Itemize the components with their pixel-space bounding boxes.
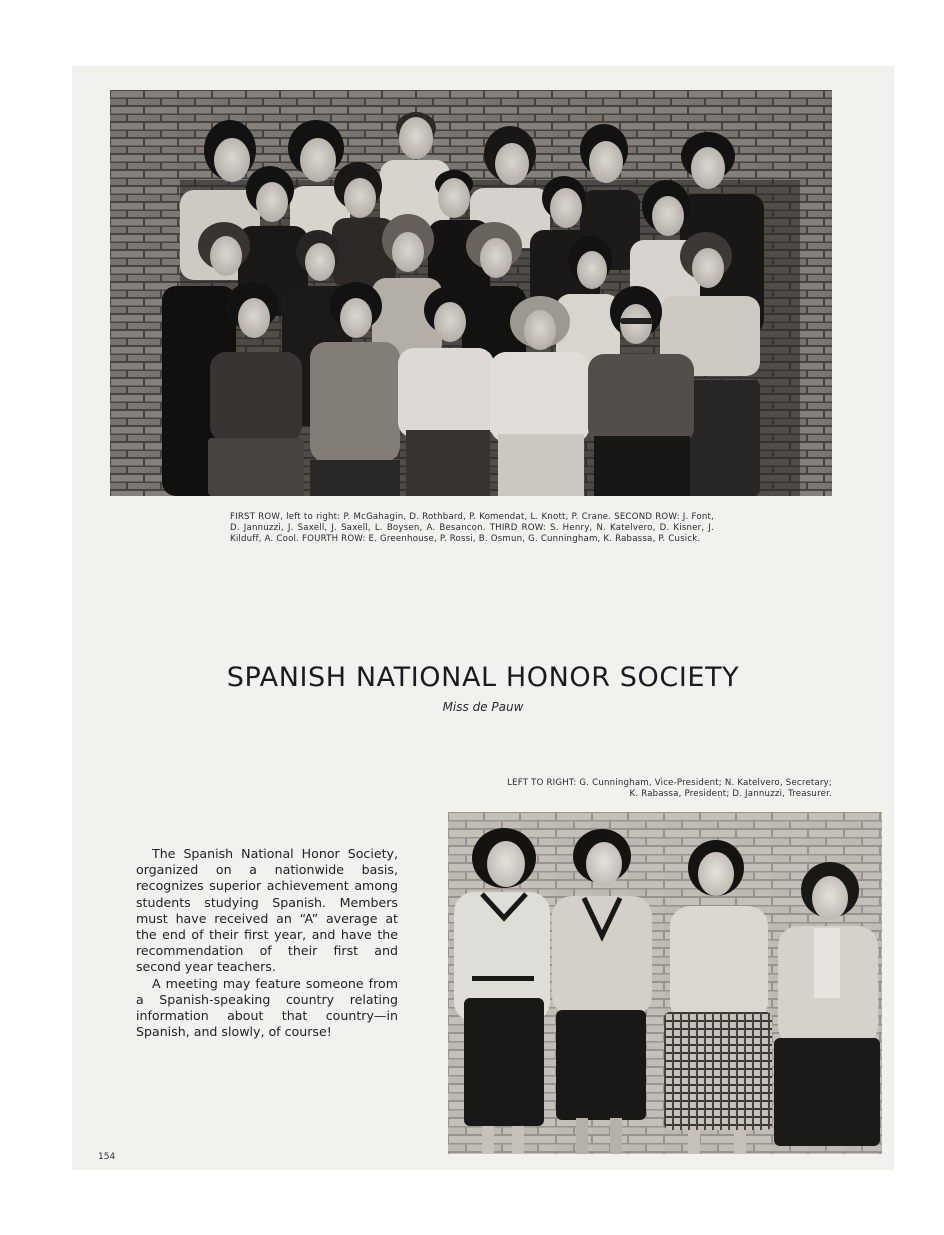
group-photo-icon [110,90,832,496]
page-title: SPANISH NATIONAL HONOR SOCIETY [226,662,740,693]
officers-photo-caption [472,778,832,801]
caption-line-4: P. Cusick. [658,534,701,545]
officers-photo [448,812,882,1154]
description-paragraph-1: The Spanish National Honor Society, organized on a nationwide basis, recognizes superior achievement among students studying Spanish. Members must have received an “A” average at the end of their first year, and have the recommendation of their first and second year teachers. [136,846,398,975]
description-paragraph-2: A meeting may feature someone from a Spanish-speaking country relating information about that country—in Spanish, and slowly, of course! [136,975,398,1040]
yearbook-page [72,66,894,1170]
officers-caption-line-1: LEFT TO RIGHT: G. Cunningham, Vice-President; N. Katelvero, Secretary; [507,778,832,788]
officers-photo-icon [448,812,882,1154]
group-photo-caption [230,512,714,546]
society-description [136,846,398,1040]
group-photo [110,90,832,496]
caption-line-3: Kisner, J. Kilduff, A. Cool. FOURTH ROW: E. Greenhouse, P. Rossi, B. Osmun, G. Cunningham, K. Rabassa, [230,523,714,545]
caption-line-1: FIRST ROW, left to right: P. McGahagin, D. Rothbard, P. Komendat, L. Knott, P. Crane. SECOND ROW: [230,512,683,522]
advisor-name: Miss de Pauw [442,700,524,714]
caption-line-2: J. Font, D. Jannuzzi, J. Saxell, J. Saxell, L. Boysen, A. Besancon. THIRD ROW: S. Henry, N. Katelvero, D. [230,512,714,534]
officers-caption-line-2: K. Rabassa, President; D. Jannuzzi, Treasurer. [629,789,832,800]
page-number: 154 [98,1152,116,1162]
